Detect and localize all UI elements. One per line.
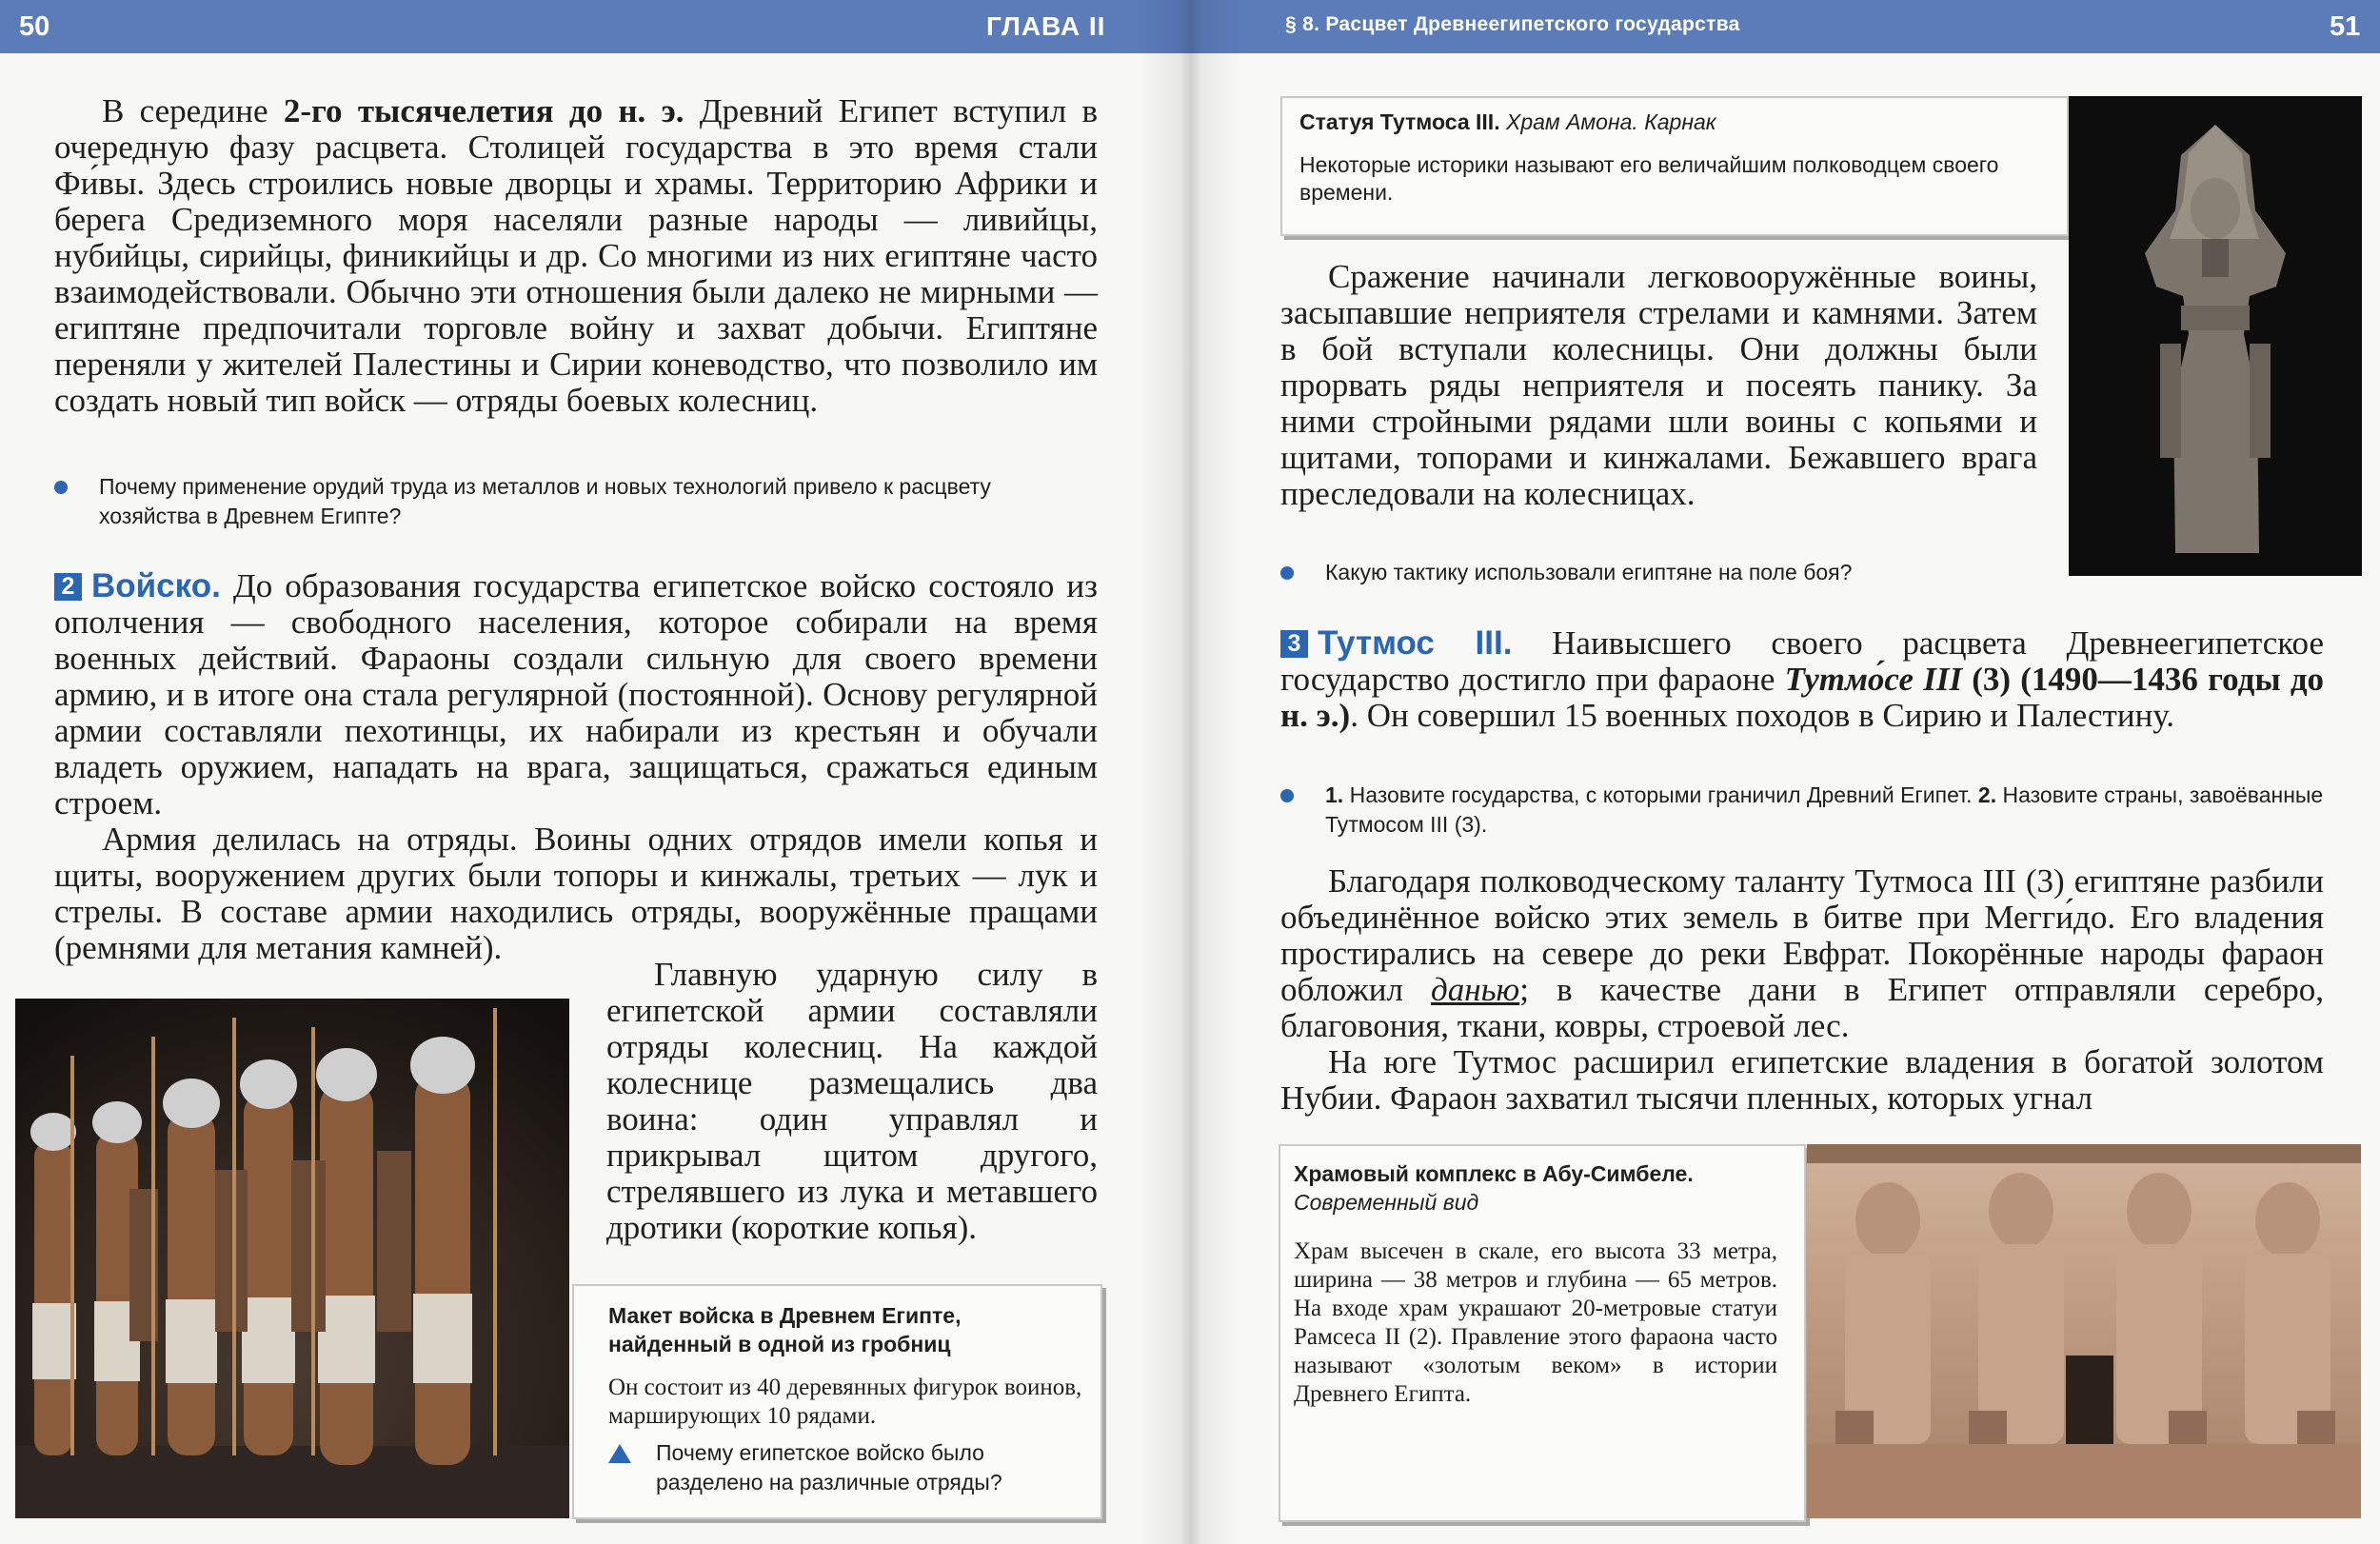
temple-caption-text: Храм высечен в скале, его высота 33 метра, ширина — 38 метров и глубина — 65 метров. На входе храм украшают 20-метровые статуи Рамсеса II (2). Правление этого фараона часто называют «золотым веком» в истории Древнего Египта. — [1294, 1238, 1777, 1407]
temple-caption-title: Храмовый комплекс в Абу-Симбеле. — [1294, 1161, 1694, 1186]
section-thutmose-block — [1280, 625, 2324, 734]
left-page-header — [0, 0, 1186, 53]
intro-paragraph-block — [54, 93, 1098, 419]
army-caption-question: Почему египетское войско было разделено на различные отряды? — [608, 1438, 1084, 1497]
megiddo-block — [1280, 863, 2324, 1117]
right-page-header — [1186, 0, 2380, 53]
army-divisions-paragraph: Армия делилась на отряды. Воины одних отрядов имели копья и щиты, вооружением других были топоры и кинжалы, третьих — лук и стрелы. В составе армии находились отряды, вооружённые пращами (ремнями для метания камней). — [54, 821, 1098, 966]
bullet-dot-icon — [1280, 789, 1294, 802]
bullet-dot-icon — [54, 481, 68, 494]
section-heading: § 8. Расцвет Древнеегипетского государства — [1285, 13, 1740, 35]
nubia-paragraph: На юге Тутмос расширил египетские владения в богатой золотом Нубии. Фараон захватил тысячи пленных, которых угнал — [1280, 1043, 2324, 1117]
chapter-title: ГЛАВА II — [986, 11, 1106, 41]
section-thutmose-paragraph: 3 Тутмос III. Наивысшего своего расцвета Древнеегипетское государство достигло при фараоне Тутмо́се III (3) (1490—1436 годы до н. э.). Он совершил 15 военных походов в Сирию и Палестину. — [1280, 624, 2325, 734]
battle-paragraph: Сражение начинали легковооружённые воины, засыпавшие неприятеля стрелами и камнями. Затем в бой вступали колесницы. Они должны были прорвать ряды неприятеля и посеять панику. За ними стройными рядами шли воины с копьями и щитами, топорами и кинжалами. Бежавшего врага преследовали на колесницах. — [1280, 258, 2037, 512]
chariots-block — [606, 957, 1098, 1246]
tribute-term: данью — [1431, 971, 1520, 1008]
section-army-block — [54, 568, 1098, 966]
statue-caption-box — [1280, 96, 2069, 236]
section-army-paragraph: 2 Войско. До образования государства египетское войско состояло из ополчения — свободного населения, которое собирали на время военных действий. Фараоны создали сильную для своего времени армию, и в итоге она стала регулярной (постоянной). Основу регулярной армии составляли пехотинцы, их набирали из крестьян и обучали владеть оружием, нападать на врага, защищаться, сражаться единым строем. — [54, 567, 1098, 821]
megiddo-paragraph: Благодаря полководческому таланту Тутмоса III (3) египтяне разбили объединённое войско этих земель в битве при Мегги́до. Его владения простирались на севере до реки Евфрат. Покорённые народы фараон обложил данью; в качестве дани в Египет отправляли серебро, благовония, ткани, ковры, строевой лес. — [1280, 862, 2324, 1044]
question-block-1 — [54, 472, 1092, 531]
army-model-photo — [15, 999, 569, 1518]
pharaoh-name: Тутмо́се III — [1784, 661, 1963, 698]
question-states-block — [1280, 781, 2324, 840]
question-metals: Почему применение орудий труда из металлов и новых технологий привело к расцвету хозяйства в Древнем Египте? — [54, 472, 1092, 531]
reign-dates: (1490—1436 годы до н. э.) — [1280, 661, 2325, 734]
section-number-badge-3: 3 — [1280, 630, 1308, 658]
thutmose-statue-photo — [2069, 96, 2362, 576]
statue-caption-text: Некоторые историки называют его величайшим полководцем своего времени. — [1299, 152, 1999, 205]
question-tactics: Какую тактику использовали египтяне на поле боя? — [1280, 558, 2042, 587]
army-caption-title: Макет войска в Древнем Египте, найденный в одной из гробниц — [608, 1303, 962, 1356]
battle-block — [1280, 259, 2037, 512]
temple-caption-subtitle: Современный вид — [1294, 1190, 1479, 1215]
question-tactics-block — [1280, 558, 2042, 587]
intro-date: 2-го тысячелетия до н. э. — [283, 92, 684, 129]
section-army-title: Войско. — [91, 567, 221, 604]
statue-caption-heading — [1299, 108, 2052, 136]
chariots-paragraph: Главную ударную силу в египетской армии составляли отряды колесниц. На каждой колеснице размещались два воина: один управлял и прикрывал щитом другого, стрелявшего из лука и метавшего дротики (короткие копья). — [606, 956, 1098, 1246]
triangle-icon — [608, 1444, 631, 1463]
page-number-left: 50 — [19, 11, 50, 42]
army-caption-box — [572, 1284, 1102, 1519]
intro-paragraph: В середине 2-го тысячелетия до н. э. Древний Египет вступил в очередную фазу расцвета. Столицей государства в это время стали Фи́вы. Здесь строились новые дворцы и храмы. Территорию Африки и берега Средиземного моря населяли разные народы — ливийцы, нубийцы, сирийцы, финикийцы и др. Со многими из них египтяне часто взаимодействовали. Обычно эти отношения были далеко не мирными — египтяне предпочитали торговле войну и захват добычи. Египтяне переняли у жителей Палестины и Сирии коневодство, что позволило им создать новый тип войск — отряды боевых колесниц. — [54, 92, 1099, 419]
question-states: 1. Назовите государства, с которыми граничил Древний Египет. 2. Назовите страны, завоёванные Тутмосом III (3). — [1280, 781, 2324, 840]
statue-caption-subtitle: Храм Амона. Карнак — [1505, 109, 1716, 134]
army-caption-text: Он состоит из 40 деревянных фигурок воинов, марширующих 10 рядами. — [608, 1375, 1082, 1429]
section-number-badge: 2 — [54, 573, 82, 601]
section-thutmose-title: Тутмос III. — [1318, 624, 1513, 662]
statue-caption-title: Статуя Тутмоса III. — [1299, 109, 1500, 134]
abu-simbel-photo — [1807, 1144, 2361, 1518]
bullet-dot-icon — [1280, 566, 1294, 580]
temple-caption-box — [1279, 1144, 1806, 1522]
page-number-right: 51 — [2330, 11, 2361, 42]
